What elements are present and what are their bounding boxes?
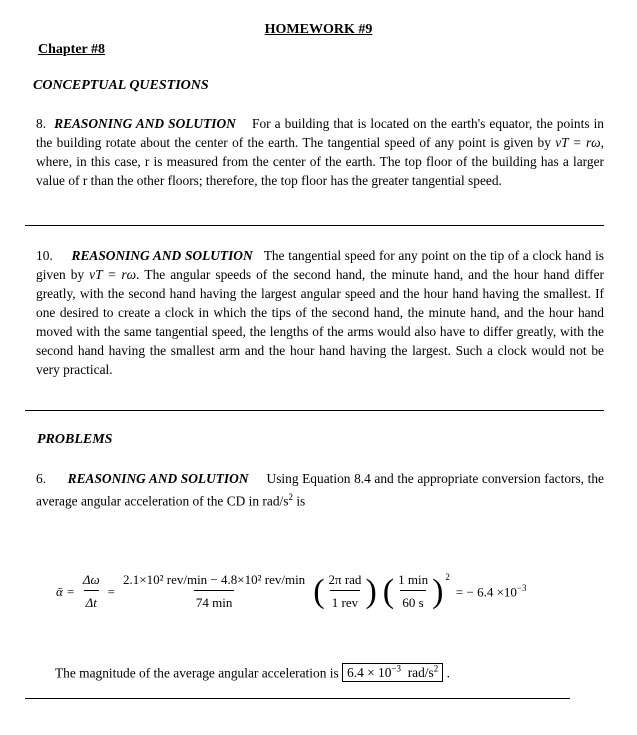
question-text: For a building that is located on the earth's equator, the points in the building rotate about the center of the earth. The tangential speed of any point is given by [36, 116, 604, 150]
problem-number: 6. [36, 471, 47, 486]
paren-open: ( [382, 572, 395, 610]
question-10 [36, 246, 604, 379]
formula: vT = rω [89, 267, 137, 282]
fraction-numerator: 2.1×10² rev/min − 4.8×10² rev/min [123, 572, 306, 587]
reasoning-label: REASONING AND SOLUTION [67, 471, 249, 486]
question-number: 8. [36, 116, 47, 131]
divider [25, 410, 604, 411]
question-8 [36, 114, 604, 190]
fraction-denominator: 60 s [400, 590, 425, 611]
question-text: . The angular speeds of the second hand, the minute hand, and the hour hand differ greatly, with the second hand having the largest angular speed and the hour hand having the smallest. If one desired to create a clock in which the tips of the second hand, the minute hand, and the hour hand moved with the same tangential speed, the lengths of the arms would also have to differ greatly, with the second hand having the smallest arm and the hour hand having the largest. Such a clock would not be very practical. [36, 267, 604, 377]
question-text: , where, in this case, r is measured from the center of the earth. The top floor of the building has a larger value of r than the other floors; therefore, the top floor has the greater tangential speed. [36, 135, 604, 188]
answer-value: 6.4 × 10 [347, 665, 392, 681]
chapter-heading: Chapter #8 [38, 42, 106, 57]
problem-text: Using Equation 8.4 and the appropriate conversion factors, the average angular acceleration of the CD in rad/s [36, 471, 604, 509]
fraction-numerator: 1 min [398, 572, 429, 587]
exponent: 2 [288, 492, 293, 502]
equation-lhs: ᾱ = [56, 583, 75, 599]
exponent: −3 [516, 582, 527, 593]
fraction-numerator: Δω [82, 572, 100, 587]
conversion-rad [327, 572, 364, 611]
result-value: = − 6.4 ×10 [455, 584, 517, 600]
answer-text: The magnitude of the average angular acceleration is [55, 665, 339, 681]
fraction-denominator: 1 rev [330, 590, 360, 611]
reasoning-label: REASONING AND SOLUTION [71, 248, 253, 263]
divider [25, 698, 570, 699]
conversion-min [396, 572, 430, 611]
problem-text: is [296, 493, 306, 509]
problems-heading: PROBLEMS [37, 432, 113, 447]
problem-6 [36, 469, 604, 510]
equation-result [456, 583, 527, 600]
conceptual-heading: CONCEPTUAL QUESTIONS [33, 78, 209, 93]
equation [56, 572, 604, 611]
question-text: The tangential speed for any point on the tip of a clock hand is given by [36, 248, 605, 282]
answer-line [55, 660, 450, 682]
reasoning-label: REASONING AND SOLUTION [54, 116, 236, 131]
question-number: 10. [36, 248, 53, 263]
main-fraction [121, 572, 307, 611]
page-title: HOMEWORK #9 [264, 22, 373, 37]
fraction-numerator: 2π rad [328, 572, 362, 587]
exponent: 2 [433, 664, 439, 674]
fraction-denominator: 74 min [194, 590, 234, 611]
paren-open: ( [313, 572, 325, 610]
answer-unit: rad/s [407, 665, 434, 681]
paren-close: ) [365, 572, 377, 610]
paren-close: ) [432, 572, 444, 610]
answer-box [342, 663, 443, 682]
formula: vT = rω [555, 135, 601, 150]
fraction-denominator: Δt [84, 590, 99, 611]
exponent: 2 [445, 572, 450, 582]
exponent: −3 [391, 664, 401, 674]
delta-fraction [81, 572, 102, 611]
divider [25, 225, 604, 226]
equals-sign: = [107, 583, 116, 599]
answer-period: . [446, 665, 450, 681]
